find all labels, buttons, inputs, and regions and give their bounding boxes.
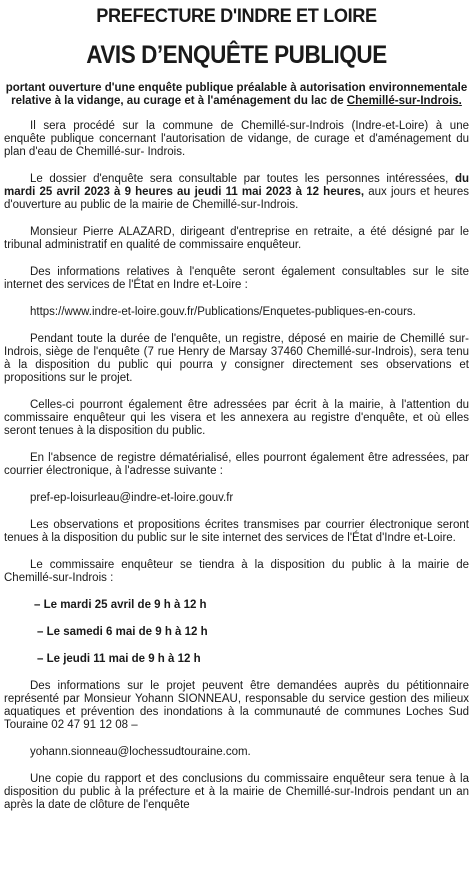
- subtitle-text: portant ouverture d'une enquête publique préalable à autorisation environnementale relative à la vidange, au curage et à l'aménagement du lac de: [5, 82, 468, 107]
- paragraph-register: Pendant toute la durée de l'enquête, un registre, déposé en mairie de Chemillé sur-Indrois, siège de l'enquête (7 rue Henry de Marsay 37460 Chemillé-sur-Indrois), sera tenu à la disposition du public qui pourra y consigner directement ses observations et propositions sur le projet.: [4, 333, 469, 384]
- subtitle-underlined: Chemillé-sur-Indrois.: [346, 95, 462, 107]
- prefecture-heading: PREFECTURE D'INDRE ET LOIRE: [96, 5, 377, 27]
- prefecture-email: pref-ep-loisurleau@indre-et-loire.gouv.fr: [30, 492, 234, 504]
- dossier-dates: du mardi 25 avril 2023 à 9 heures au jeudi 11 mai 2023 à 12 heures,: [4, 173, 469, 198]
- website-url: https://www.indre-et-loire.gouv.fr/Publications/Enquetes-publiques-en-cours.: [30, 306, 416, 318]
- paragraph-procedure: Il sera procédé sur la commune de Chemillé-sur-Indrois (Indre-et-Loire) à une enquête publique concernant l'autorisation de vidange, de curage et d'aménagement du plan d'eau de Chemillé-sur- Indrois.: [4, 120, 469, 158]
- schedule-item-1: – Le mardi 25 avril de 9 h à 12 h: [34, 599, 207, 611]
- dossier-text-after: aux jours et heures d'ouverture au public de la mairie de Chemillé-sur-Indrois.: [4, 186, 469, 211]
- paragraph-commissioner: Monsieur Pierre ALAZARD, dirigeant d'entreprise en retraite, a été désigné par le tribunal administratif en qualité de commissaire enquêteur.: [4, 226, 469, 251]
- paragraph-written-submissions: Celles-ci pourront également être adressées par écrit à la mairie, à l'attention du commissaire enquêteur qui les visera et les annexera au registre d'enquête, et où elles seront tenues à la disposition du public.: [4, 399, 469, 437]
- paragraph-electronic-observations: Les observations et propositions écrites transmises par courrier électronique seront tenues à la disposition du public sur le site internet des services de l'État d'Indre et-Loire.: [4, 519, 469, 544]
- petitioner-email: yohann.sionneau@lochessudtouraine.com.: [30, 746, 251, 758]
- paragraph-petitioner: Des informations sur le projet peuvent être demandées auprès du pétitionnaire représenté par Monsieur Yohann SIONNEAU, responsable du service gestion des milieux aquatiques et prévention des inondations à la communauté de communes Loches Sud Touraine 02 47 91 12 08 –: [4, 680, 469, 731]
- paragraph-electronic-mail: En l'absence de registre dématérialisé, elles pourront également être adressées, par courrier électronique, à l'adresse suivante :: [4, 452, 469, 477]
- paragraph-dossier: [4, 173, 469, 212]
- notice-subtitle: [4, 82, 469, 108]
- dossier-text-before: Le dossier d'enquête sera consultable par toutes les personnes intéressées,: [30, 173, 455, 185]
- schedule-item-3: – Le jeudi 11 mai de 9 h à 12 h: [37, 653, 201, 665]
- schedule-item-2: – Le samedi 6 mai de 9 h à 12 h: [37, 626, 208, 638]
- paragraph-report-copy: Une copie du rapport et des conclusions du commissaire enquêteur sera tenue à la disposition du public à la préfecture et à la mairie de Chemillé-sur-Indrois pendant un an après la date de clôture de l'enquête: [4, 773, 469, 811]
- paragraph-website-info: Des informations relatives à l'enquête seront également consultables sur le site internet des services de l'État en Indre et-Loire :: [4, 266, 469, 291]
- paragraph-permanences: Le commissaire enquêteur se tiendra à la disposition du public à la mairie de Chemillé-sur-Indrois :: [4, 559, 469, 584]
- notice-title: AVIS D’ENQUÊTE PUBLIQUE: [86, 41, 387, 69]
